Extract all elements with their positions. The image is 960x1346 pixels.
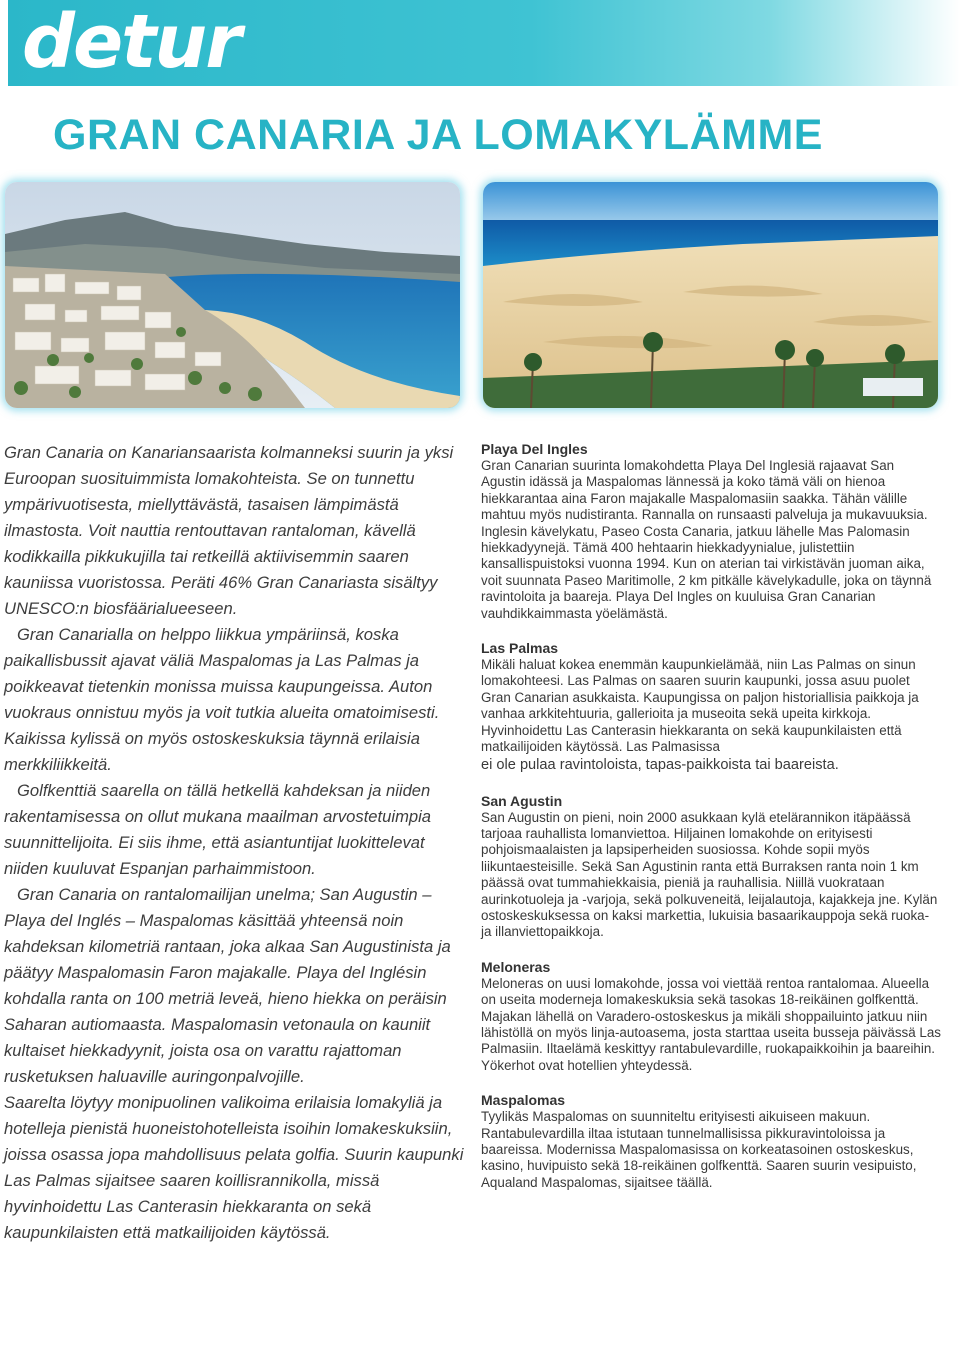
accommodation-paragraph: Saarelta löytyy monipuolinen valikoima erilaisia lomakyliä ja hotelleja pienistä huoneistohotelleista isoihin lomakeskuksiin, joissa osassa jopa mahdollisuus pelata golfia. Suurin kaupunki Las Palmas sijaitsee saaren koillisrannikolla, missä hyvinhoidettu Las Canterasin hiekkaranta on sekä kaupunkilaisten että matkailijoiden käytössä. (4, 1093, 464, 1242)
section-body-end: ei ole pulaa ravintoloista, tapas-paikkoista tai baareista. (481, 756, 839, 773)
golf-paragraph: Golfkenttiä saarella on tällä hetkellä kahdeksan ja niiden rakentamisessa on ollut mukana maailman arvostetuimpia suunnittelijoita. Ei siis ihme, että asiantuntijat luokittelevat niiden kuuluvat Espanjan parhaimmistoon. (4, 781, 432, 878)
section-heading: Las Palmas (481, 640, 559, 657)
resort-sections-column (481, 441, 941, 1209)
section-heading: Playa Del Ingles (481, 441, 588, 457)
detur-logo: detur (22, 0, 240, 85)
section-heading: Meloneras (481, 958, 551, 975)
section-las-palmas (481, 640, 941, 774)
section-body: Gran Canarian suurinta lomakohdetta Playa Del Inglesiä rajaavat San Agustin idässä ja Maspalomas lännessä ja koko tämä väli on hienoa hiekkarantaa aina Faron majakalle Maspalomasiin saakka. Tähän välille mahtuu myös nudistiranta. Rannalla on runsaasti palveluja ja mukavuuksia. Inglesin kävelykatu, Paseo Costa Canaria, jatkuu lähelle Mas Palomasin hiekkadyynejä. Tämä 400 hehtaarin hiekkadyynialue, julistettiin kansallispuistoksi vuonna 1994. Kun on aterian tai virkistävän juoman aika, voit suunnata Paseo Maritimolle, 2 km pitkälle kävelykadulle, joka on täynnä ravintoloita ja baareja. Playa Del Ingles on kuuluisa Gran Canarian vauhdikkaimmasta yöelämästä. (481, 458, 932, 621)
section-body: San Augustin on pieni, noin 2000 asukkaan kylä etelärannikon itäpäässä tarjoaa rauhallista lomanviettoa. Hiljainen lomakohde on erityisesti pohjoismaalaisten ja lapsiperheiden suosiossa. Kohde sopii myös liikuntaesteisille. Sekä San Agustinin ranta että Burraksen ranta noin 1 km päässä ovat tummahiekkaisia, pieniä ja rauhallisia. Niillä vuokrataan aurinkotuoleja ja -varjoja, sekä polkuveneitä, leijalautoja, kajakkeja jne. Kylän ostoskeskuksessa on kaksi markettia, lukuisia basaarikauppoja sekä ruoka- ja illanviettopaikkoja. (481, 809, 938, 940)
brand-header-bar (8, 0, 960, 86)
intro-paragraph: Gran Canaria on Kanariansaarista kolmanneksi suurin ja yksi Euroopan suosituimmista lomakohteista. Se on tunnettu ympärivuotisesta, miellyttävästä, tasaisen lämpimästä ilmastosta. Voit nauttia rentouttavan rantaloman, kävellä kodikkailla pikkukujilla tai retkeillä aktiivisemmin saaren kauniissa vuoristossa. Peräti 46% Gran Canariasta sisältyy UNESCO:n biosfäärialueeseen. (4, 443, 454, 618)
section-heading: Maspalomas (481, 1092, 566, 1109)
section-body: Meloneras on uusi lomakohde, jossa voi viettää rentoa rantalomaa. Alueella on useita moderneja lomakeskuksia sekä tasokas 18-reikäinen golfkenttä. Majakan lähellä on Varadero-ostoskeskus ja mikäli shoppailuinto jatkuu niin lähistöllä on myös linja-autoasema, josta starttaa useita busseja päivässä Las Palmasiin. Iltaelämä keskittyy rantabulevardille, ruokapaikkoihin ja baareihin. Yökerhot ovat hotellien yhteydessä. (481, 975, 941, 1073)
intro-text-column (4, 440, 464, 1246)
maspalomas-dunes-photo (483, 182, 938, 408)
coastline-resort-photo (5, 182, 460, 408)
page-title: GRAN CANARIA JA LOMAKYLÄMME (53, 111, 823, 159)
beach-paragraph: Gran Canaria on rantalomailijan unelma; San Augustin – Playa del Inglés – Maspalomas käsittää yhteensä noin kahdeksan kilometriä rantaan, joka alkaa San Augustinista ja päätyy Maspalomasin Faron majakalle. Playa del Inglésin kohdalla ranta on 100 metriä leveä, hieno hiekka on peräisin Saharan autiomaasta. Maspalomasin vetonaula on kauniit kultaiset hiekkadyynit, joista osa on varattu rajattoman rusketuksen haluaville auringonpalvojille. (4, 885, 451, 1086)
section-body: Mikäli haluat kokea enemmän kaupunkielämää, niin Las Palmas on sinun lomakohteesi. Las Palmas on saaren suurin kaupunki, jossa asuu puolet Gran Canarian asukkaista. Kaupungissa on paljon historiallisia paikkoja ja vanhaa arkkitehtuuria, gallerioita ja museoita sekä upeita kirkkoja. Hyvinhoidettu Las Canterasin hiekkaranta on sekä kaupunkilaisten että matkailijoiden käytössä. Las Palmasissa (481, 657, 919, 755)
transport-paragraph: Gran Canarialla on helppo liikkua ympäriinsä, koska paikallisbussit ajavat väliä Maspalomas ja Las Palmas ja poikkeavat tietenkin monissa muissa kaupungeissa. Auton vuokraus onnistuu myös ja voit tutkia alueita omatoimisesti. Kaikissa kylissä on myös ostoskeskuksia täynnä erilaisia merkkiliikkeitä. (4, 625, 440, 774)
section-maspalomas (481, 1092, 941, 1191)
section-heading: San Agustin (481, 792, 563, 809)
section-body: Tyylikäs Maspalomas on suunniteltu erityisesti aikuiseen makuun. Rantabulevardilla iltaa istutaan tunnelmallisissa pikkuravintoloissa ja baareissa. Modernissa Maspalomasissa on korkeatasoinen ostoskeskus, kasino, huvipuisto sekä 18-reikäinen golfkenttä. Saaren suurin vesipuisto, Aqualand Maspalomas, sijaitsee täällä. (481, 1109, 917, 1190)
section-san-agustin (481, 793, 941, 941)
section-playa-del-ingles (481, 441, 941, 622)
section-meloneras (481, 959, 941, 1074)
